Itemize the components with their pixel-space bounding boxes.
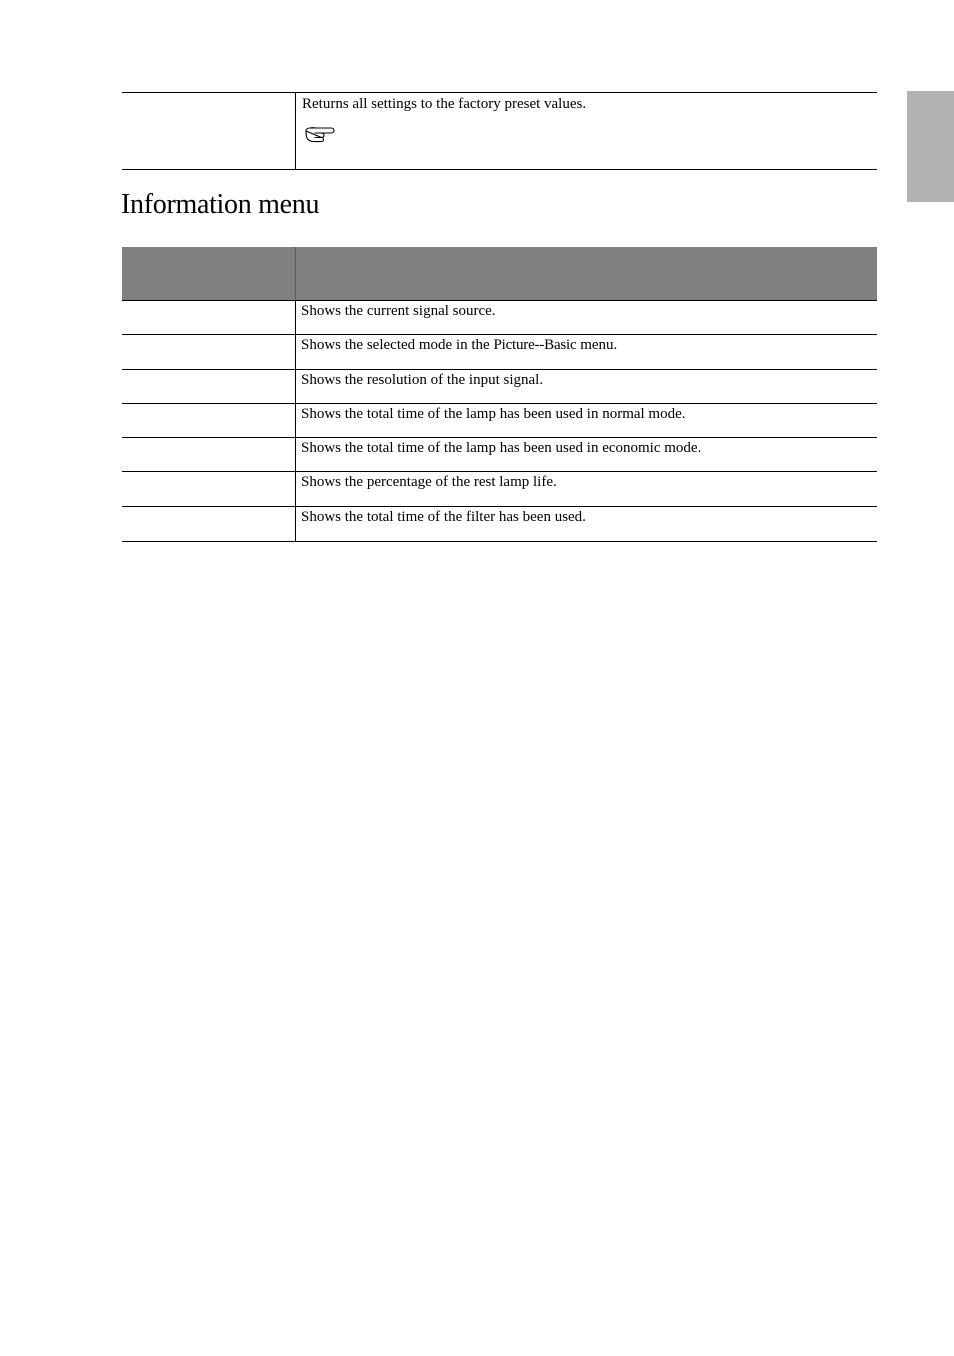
row-description-suffix: menu. <box>576 337 618 354</box>
table-row <box>122 335 877 369</box>
row-description: Shows the current signal source. <box>301 303 496 319</box>
reset-settings-table <box>122 92 877 170</box>
table-header <box>122 247 877 301</box>
header-divider <box>295 247 296 300</box>
row-label-cell <box>122 404 296 437</box>
row-description: Shows the total time of the lamp has been used in economic mode. <box>301 440 702 457</box>
row-description: Shows the percentage of the rest lamp life. <box>301 474 557 491</box>
section-heading: Information menu <box>121 189 320 220</box>
row-description-prefix: Shows the selected mode in the <box>301 337 494 354</box>
table-row <box>122 370 877 404</box>
table-row <box>122 404 877 438</box>
pointing-hand-note-icon <box>304 125 336 145</box>
table-row <box>122 301 877 335</box>
row-label-cell <box>122 507 296 541</box>
row-label-cell <box>122 370 296 403</box>
information-menu-table <box>122 247 877 542</box>
row-description <box>301 335 617 355</box>
row-description: Shows the resolution of the input signal. <box>301 371 544 388</box>
row-label-cell <box>122 335 296 368</box>
table-row <box>122 472 877 506</box>
row-description: Shows the total time of the filter has been used. <box>301 508 586 525</box>
row-label-cell <box>122 301 296 334</box>
table-row <box>122 438 877 472</box>
row-label-cell <box>122 472 296 505</box>
menu-reference: Picture--Basic <box>493 337 577 354</box>
setting-name-cell <box>122 93 296 169</box>
chapter-tab <box>907 91 954 202</box>
row-label-cell <box>122 438 296 471</box>
reset-description: Returns all settings to the factory preset values. <box>302 96 587 112</box>
table-row <box>122 507 877 541</box>
row-description: Shows the total time of the lamp has been used in normal mode. <box>301 405 686 422</box>
